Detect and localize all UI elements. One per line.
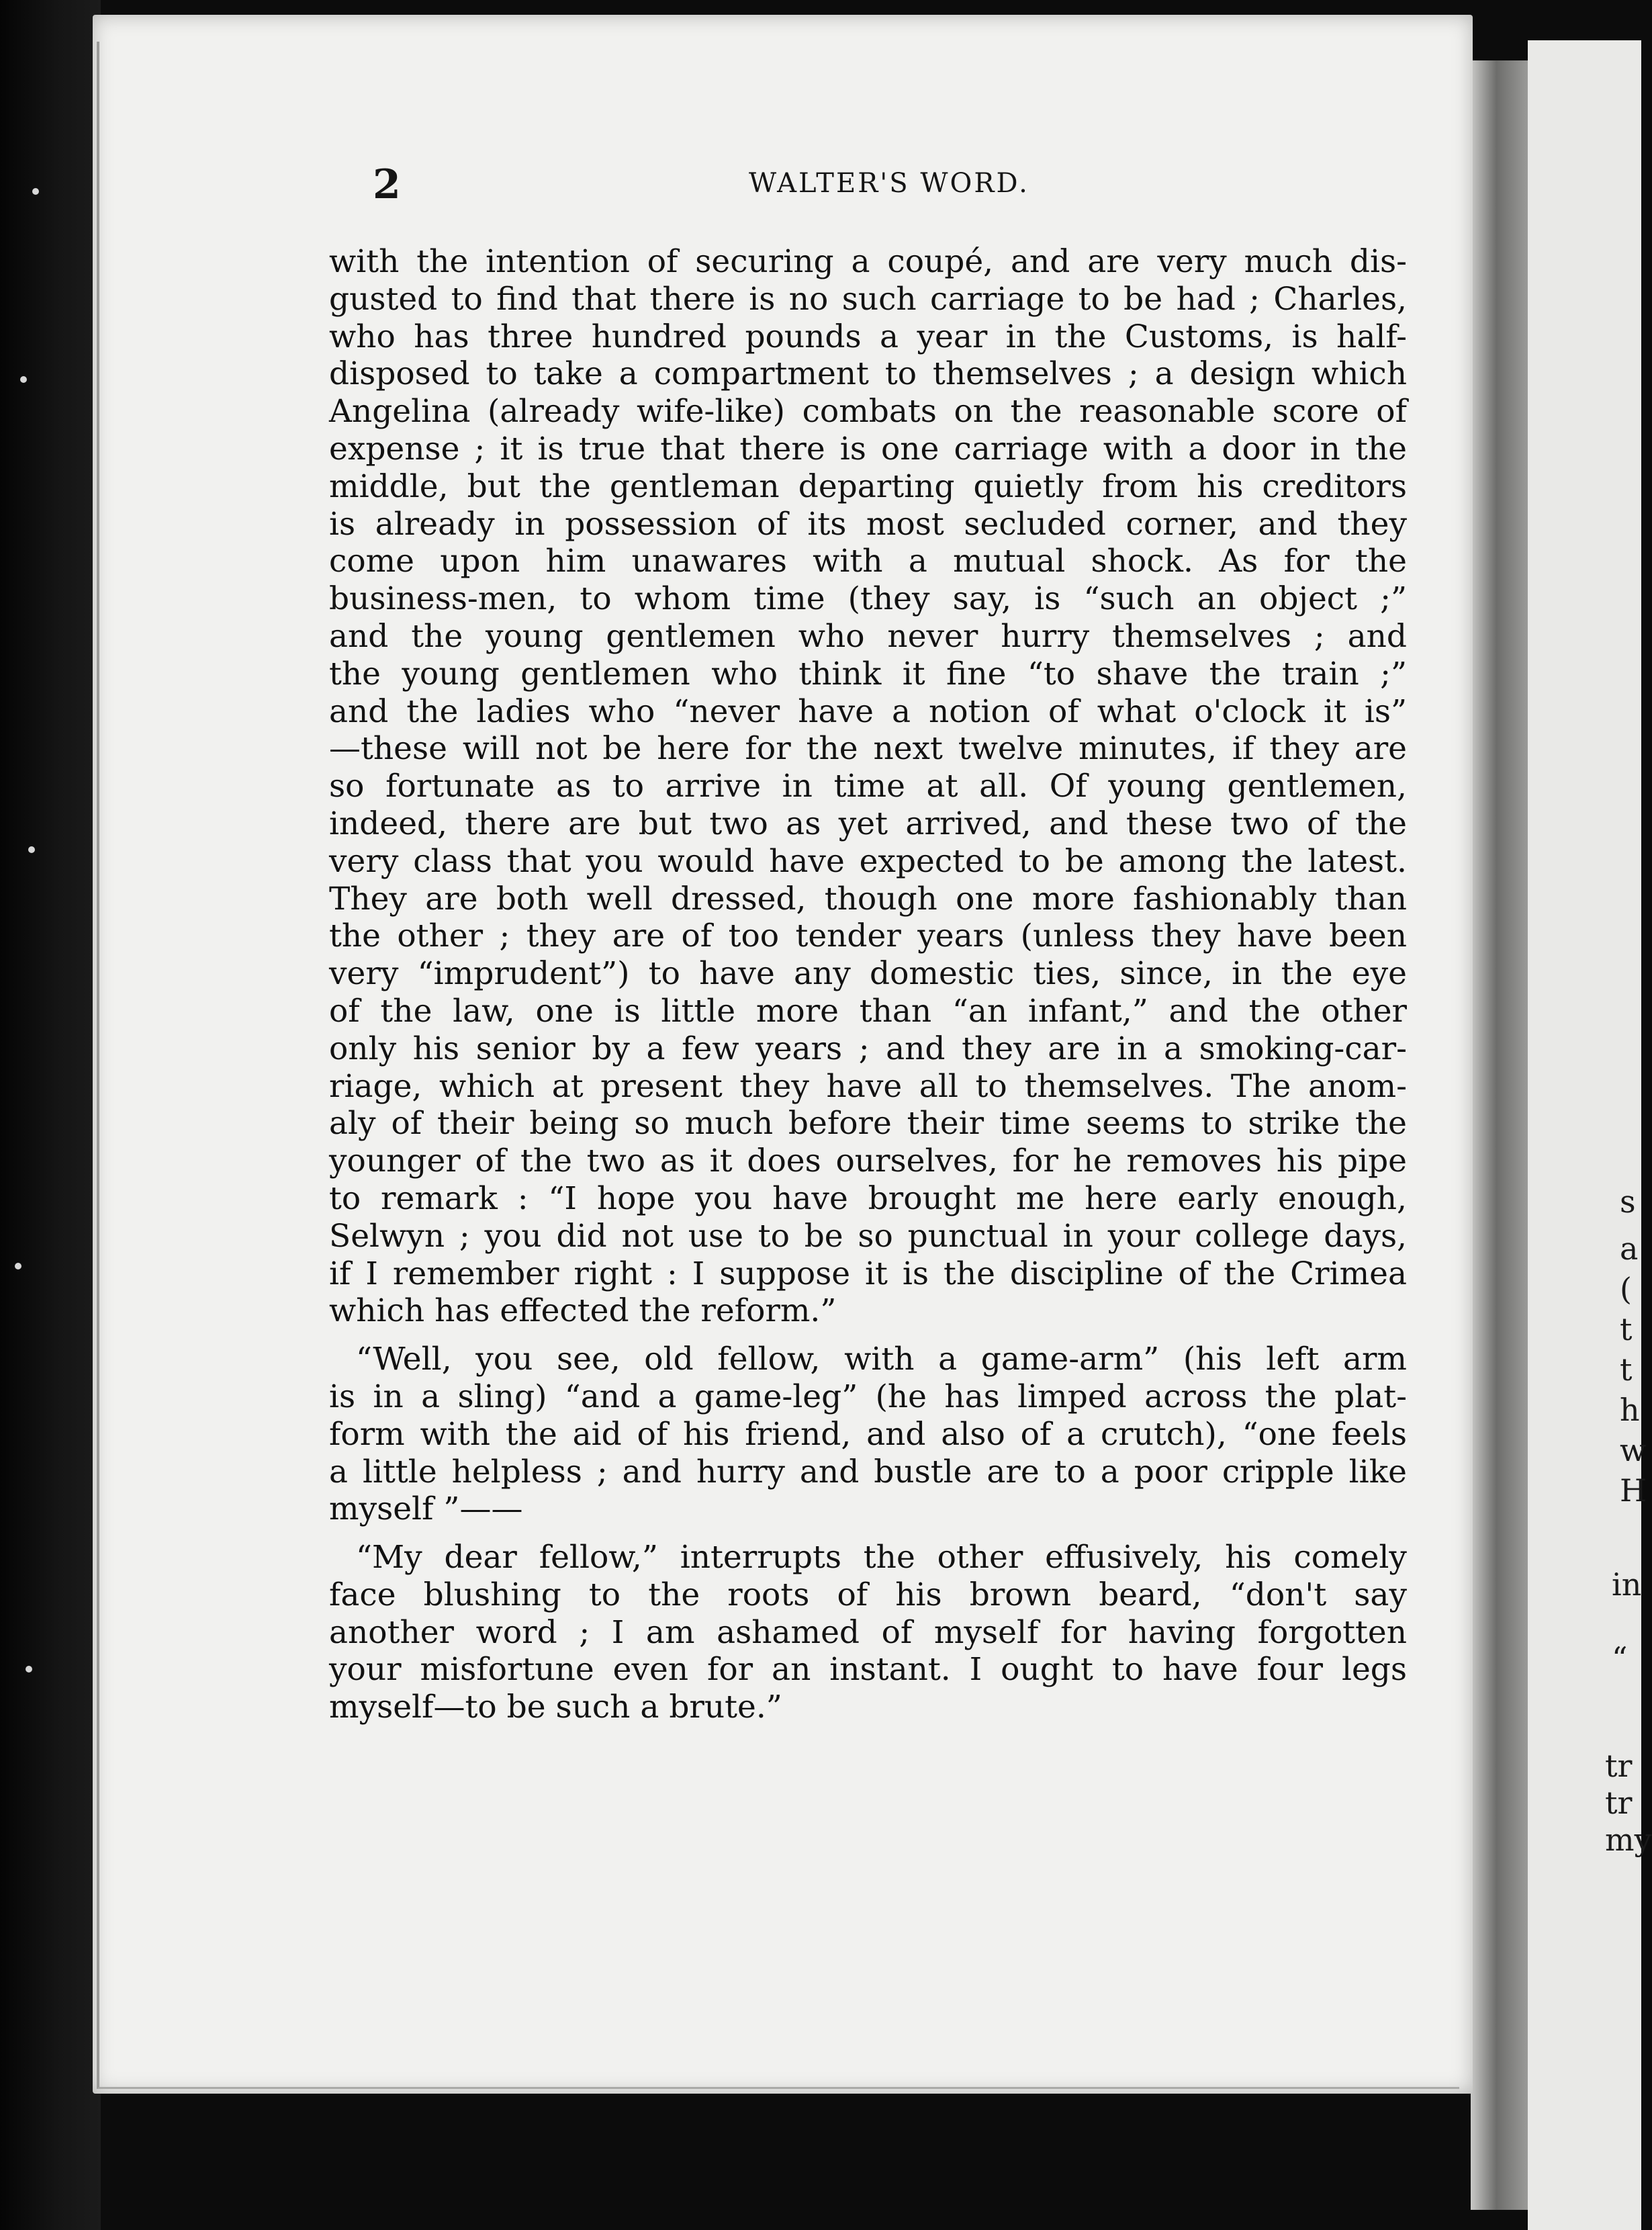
facing-fragment: in — [1612, 1566, 1642, 1603]
text-line: another word ; I am ashamed of myself for having forgotten — [329, 1613, 1407, 1651]
text-line: if I remember right : I suppose it is the discipline of the Crimea — [329, 1255, 1407, 1292]
text-line: face blushing to the roots of his brown beard, “don't say — [329, 1576, 1407, 1613]
text-line: who has three hundred pounds a year in the Customs, is half- — [329, 318, 1407, 355]
text-line: middle, but the gentleman departing quietly from his creditors — [329, 467, 1407, 505]
text-line: very “imprudent”) to have any domestic ties, since, in the eye — [329, 955, 1407, 993]
text-line: and the ladies who “never have a notion of what o'clock it is” — [329, 693, 1407, 730]
text-line: Angelina (already wife-like) combats on the reasonable score of — [329, 393, 1407, 431]
text-line: They are both well dressed, though one more fashionably than — [329, 880, 1407, 918]
facing-fragment: w — [1620, 1432, 1647, 1468]
scan-border-left — [0, 0, 101, 2230]
text-line: myself—to be such a brute.” — [329, 1689, 782, 1726]
text-line: which has effected the reform.” — [329, 1292, 837, 1330]
text-line: younger of the two as it does ourselves, for he removes his pipe — [329, 1143, 1407, 1180]
text-line: is in a sling) “and a game-leg” (he has limped across the plat- — [329, 1378, 1407, 1415]
facing-fragment: h — [1620, 1392, 1640, 1428]
scan-speck — [26, 1666, 32, 1672]
running-title: WALTER'S WORD. — [749, 168, 1029, 199]
scan-speck — [28, 846, 35, 853]
facing-fragment: “ — [1612, 1640, 1628, 1677]
text-line: gusted to find that there is no such carriage to be had ; Charles, — [329, 280, 1407, 318]
text-line: —these will not be here for the next twelve minutes, if they are — [329, 730, 1407, 768]
text-line: very class that you would have expected to be among the latest. — [329, 842, 1407, 880]
text-line: a little helpless ; and hurry and bustle are to a poor cripple like — [329, 1453, 1407, 1490]
text-line: the young gentlemen who think it fine “to shave the train ;” — [329, 655, 1407, 693]
text-line: expense ; it is true that there is one carriage with a door in the — [329, 430, 1407, 467]
text-line: the other ; they are of too tender years (unless they have been — [329, 918, 1407, 955]
text-line: come upon him unawares with a mutual shock. As for the — [329, 543, 1407, 580]
text-line: Selwyn ; you did not use to be so punctual in your college days, — [329, 1217, 1407, 1255]
paragraph — [329, 243, 1407, 1330]
facing-fragment: tr — [1605, 1785, 1633, 1821]
facing-fragment: t — [1620, 1311, 1633, 1347]
book-gutter — [1471, 60, 1528, 2210]
text-line: your misfortune even for an instant. I ought to have four legs — [329, 1651, 1407, 1689]
text-line: “My dear fellow,” interrupts the other effusively, his comely — [356, 1539, 1407, 1576]
paragraph — [329, 1539, 1407, 1726]
text-line: disposed to take a compartment to themselves ; a design which — [329, 355, 1407, 393]
text-line: to remark : “I hope you have brought me here early enough, — [329, 1179, 1407, 1217]
facing-fragment: ( — [1620, 1271, 1632, 1307]
facing-fragment: s — [1620, 1184, 1636, 1220]
text-line: only his senior by a few years ; and they are in a smoking-car- — [329, 1030, 1407, 1067]
text-line: and the young gentlemen who never hurry themselves ; and — [329, 617, 1407, 655]
text-line: aly of their being so much before their time seems to strike the — [329, 1105, 1407, 1143]
scan-speck — [20, 376, 27, 383]
text-line: indeed, there are but two as yet arrived, and these two of the — [329, 805, 1407, 842]
paragraph — [329, 1341, 1407, 1528]
facing-fragment: a — [1620, 1231, 1639, 1267]
facing-fragment: H — [1620, 1472, 1647, 1509]
facing-fragment: my — [1605, 1822, 1652, 1858]
text-line: business-men, to whom time (they say, is “such an object ;” — [329, 580, 1407, 618]
scan-speck — [32, 188, 39, 195]
text-line: riage, which at present they have all to themselves. The anom- — [329, 1067, 1407, 1105]
body-text — [329, 243, 1407, 1726]
page-header — [373, 161, 1420, 215]
text-line: with the intention of securing a coupé, and are very much dis- — [329, 243, 1407, 280]
facing-fragment: tr — [1605, 1748, 1633, 1784]
text-line: form with the aid of his friend, and also of a crutch), “one feels — [329, 1415, 1407, 1453]
page-number: 2 — [373, 161, 401, 208]
text-line: myself ”—— — [329, 1490, 523, 1528]
facing-page-edge — [1528, 40, 1641, 2230]
text-line: so fortunate as to arrive in time at all. Of young gentlemen, — [329, 768, 1407, 805]
text-line: of the law, one is little more than “an infant,” and the other — [329, 992, 1407, 1030]
facing-fragment: t — [1620, 1351, 1633, 1388]
scan-speck — [15, 1263, 21, 1269]
text-line: is already in possession of its most secluded corner, and they — [329, 505, 1407, 543]
text-line: “Well, you see, old fellow, with a game-arm” (his left arm — [356, 1341, 1407, 1378]
